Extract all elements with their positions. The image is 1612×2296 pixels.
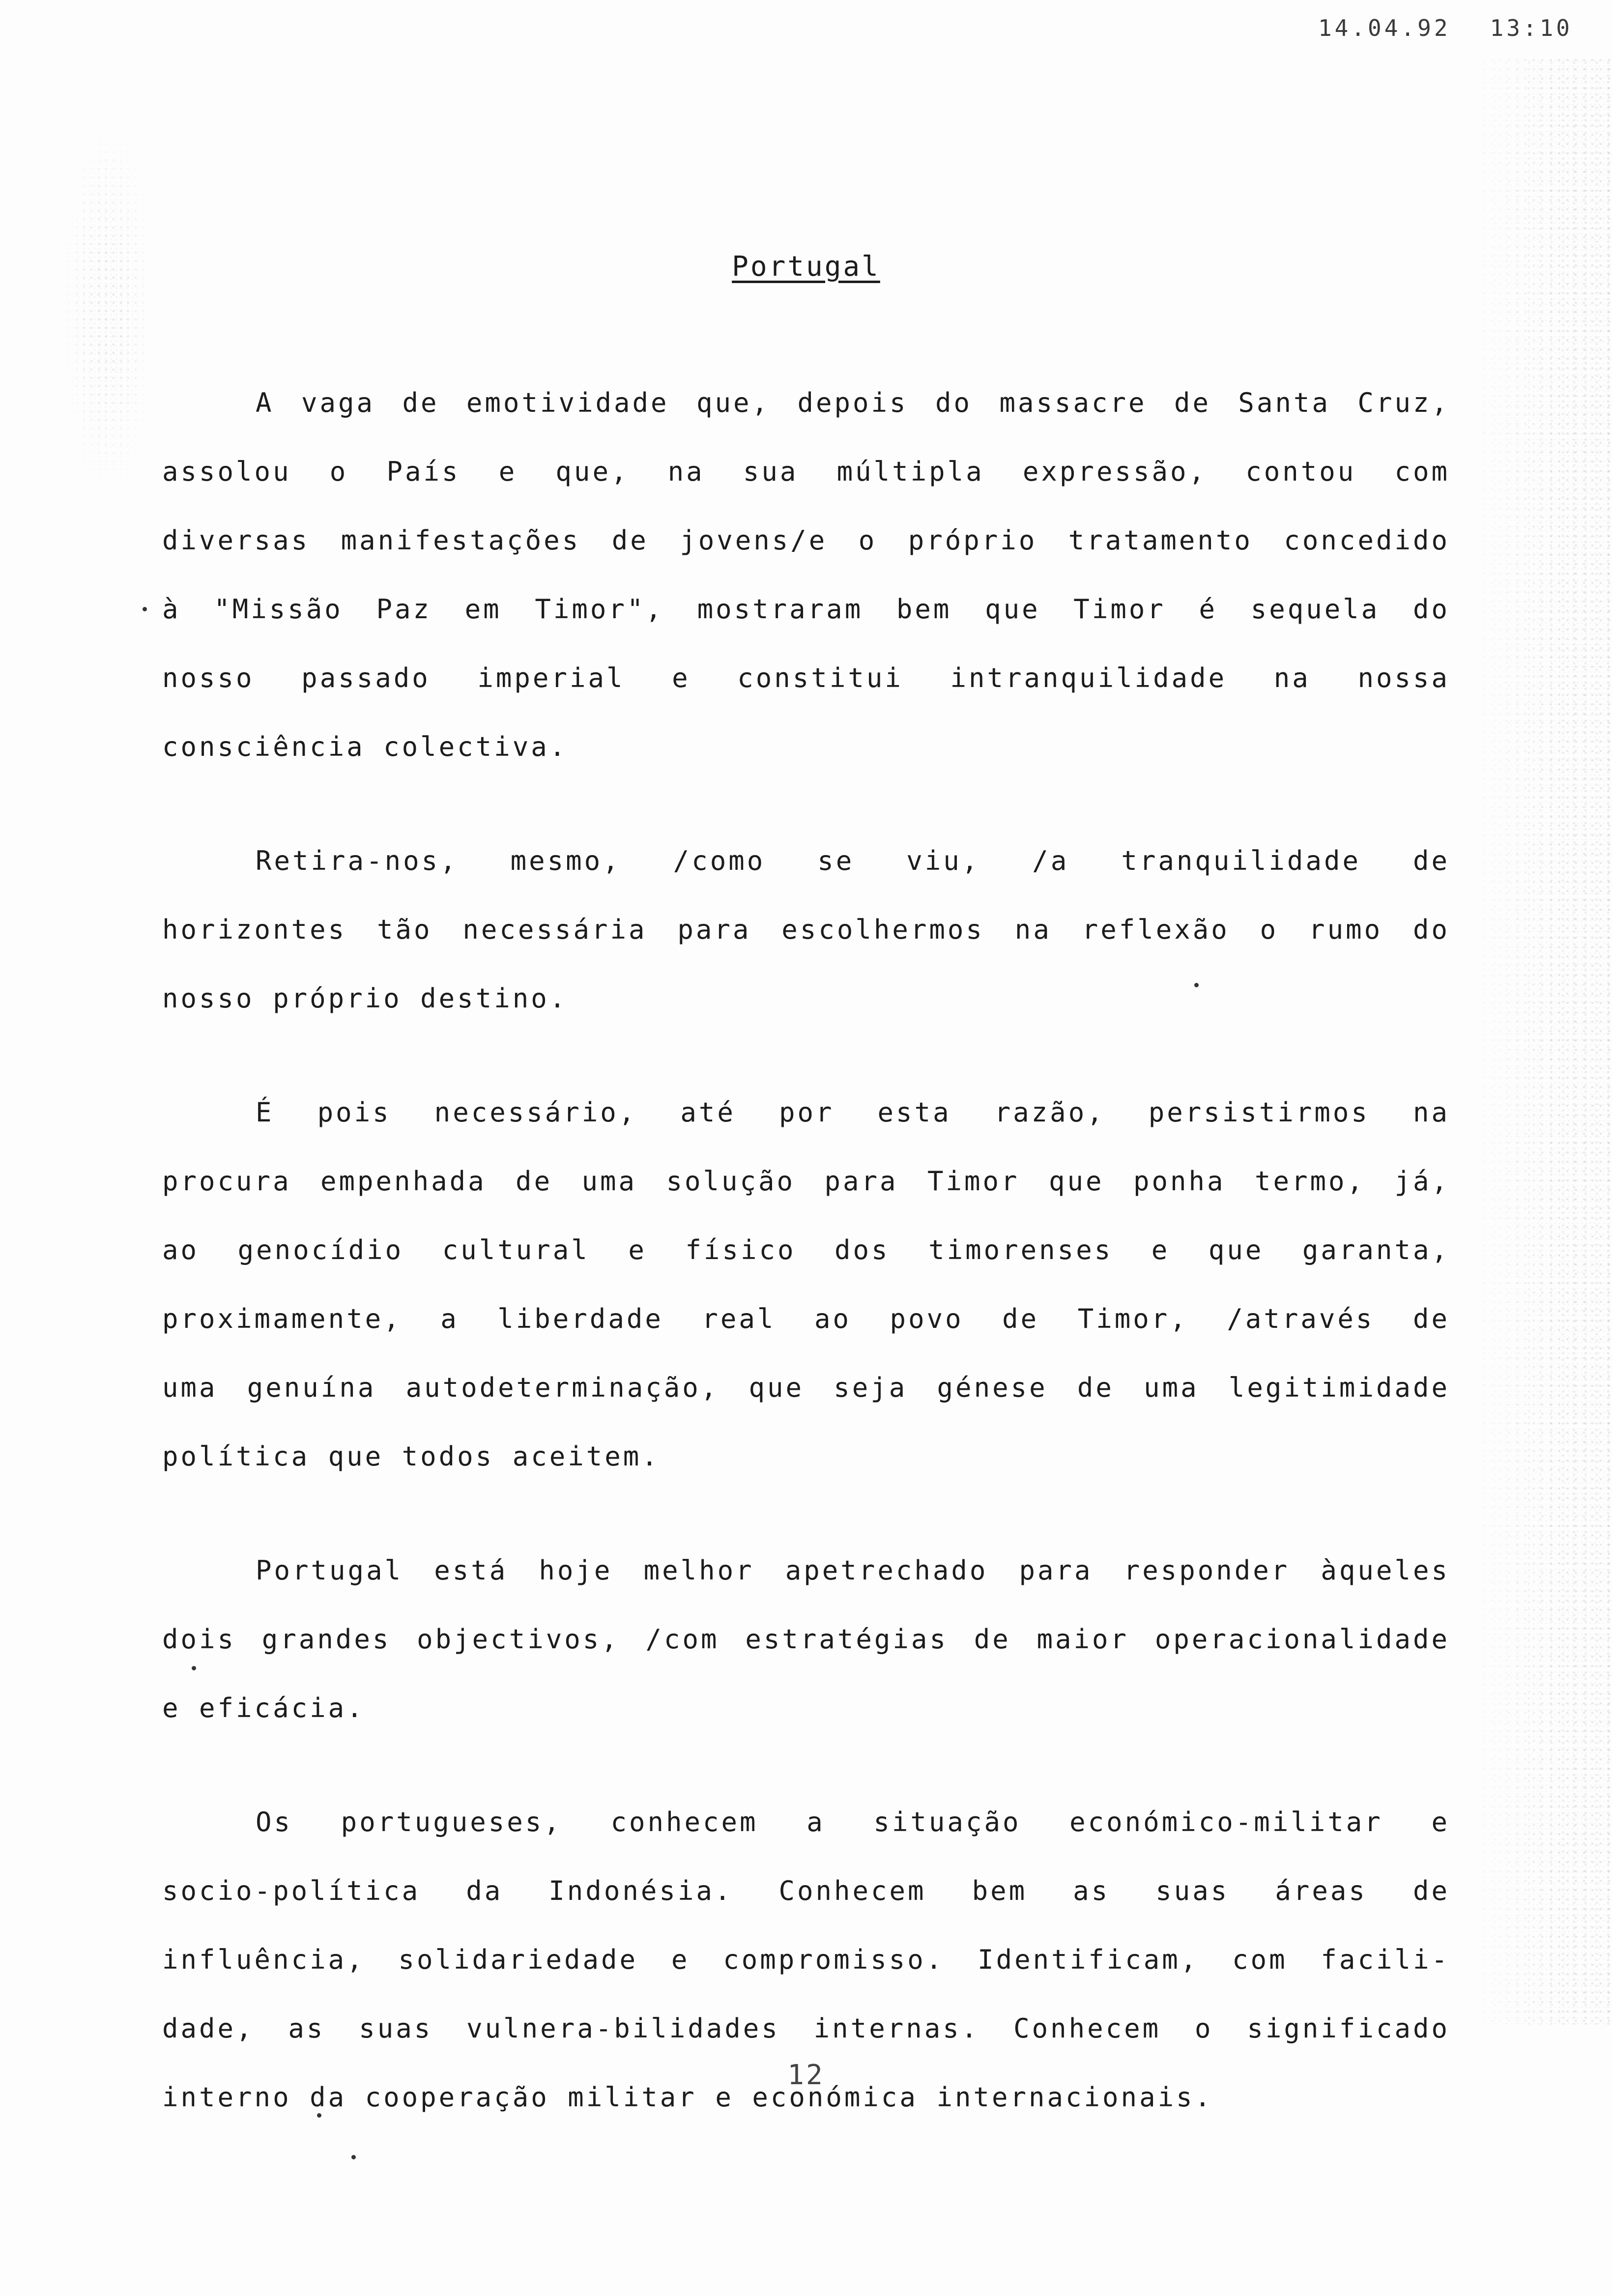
fax-header-stamp: [1318, 15, 1573, 41]
text-line: dois grandes objectivos, /com estratégias de maior operacionalidade: [162, 1624, 1450, 1655]
text-line: dade, as suas vulnera-bilidades internas. Conhecem o significado: [162, 2013, 1450, 2044]
scan-noise-right: [1465, 59, 1612, 2025]
text-line: É pois necessário, até por esta razão, persistirmos na: [256, 1097, 1450, 1128]
paragraph-1: [162, 369, 1450, 781]
text-line: à "Missão Paz em Timor", mostraram bem que Timor é sequela do: [162, 594, 1450, 625]
scan-speck: [192, 1666, 196, 1670]
header-time: 13:10: [1490, 15, 1573, 41]
text-line: nosso passado imperial e constitui intranquilidade na nossa: [162, 662, 1450, 693]
text-line: ao genocídio cultural e físico dos timorenses e que garanta,: [162, 1234, 1450, 1265]
paragraph-3: [162, 1078, 1450, 1491]
scan-speck: [351, 2155, 356, 2159]
body-text: [162, 369, 1450, 2177]
text-line: política que todos aceitem.: [162, 1441, 660, 1472]
header-date: 14.04.92: [1318, 15, 1451, 41]
text-line: proximamente, a liberdade real ao povo de Timor, /através de: [162, 1303, 1450, 1334]
text-line: influência, solidariedade e compromisso. Identificam, com facili-: [162, 1944, 1450, 1975]
paragraph-4: [162, 1536, 1450, 1743]
paragraph-2: [162, 827, 1450, 1033]
scan-speck: [1194, 983, 1199, 987]
text-line: Retira-nos, mesmo, /como se viu, /a tranquilidade de: [256, 845, 1450, 876]
text-line: consciência colectiva.: [162, 731, 568, 762]
text-line: nosso próprio destino.: [162, 983, 568, 1014]
text-line: A vaga de emotividade que, depois do massacre de Santa Cruz,: [256, 387, 1450, 418]
text-line: interno da cooperação militar e económica internacionais.: [162, 2082, 1213, 2113]
text-line: Os portugueses, conhecem a situação económico-militar e: [256, 1807, 1450, 1837]
text-line: assolou o País e que, na sua múltipla expressão, contou com: [162, 456, 1450, 487]
text-line: Portugal está hoje melhor apetrechado para responder àqueles: [256, 1555, 1450, 1586]
text-line: procura empenhada de uma solução para Timor que ponha termo, já,: [162, 1166, 1450, 1197]
text-line: horizontes tão necessária para escolhermos na reflexão o rumo do: [162, 914, 1450, 945]
page-title: Portugal: [732, 251, 880, 283]
text-line: socio-política da Indonésia. Conhecem bem as suas áreas de: [162, 1875, 1450, 1906]
text-line: uma genuína autodeterminação, que seja génese de uma legitimidade: [162, 1372, 1450, 1403]
text-line: diversas manifestações de jovens/e o próprio tratamento concedido: [162, 525, 1450, 556]
scan-noise-left: [59, 108, 157, 511]
text-line: e eficácia.: [162, 1693, 365, 1723]
page-number: 12: [787, 2059, 825, 2091]
scan-speck: [143, 607, 147, 611]
scan-speck: [317, 2113, 321, 2118]
